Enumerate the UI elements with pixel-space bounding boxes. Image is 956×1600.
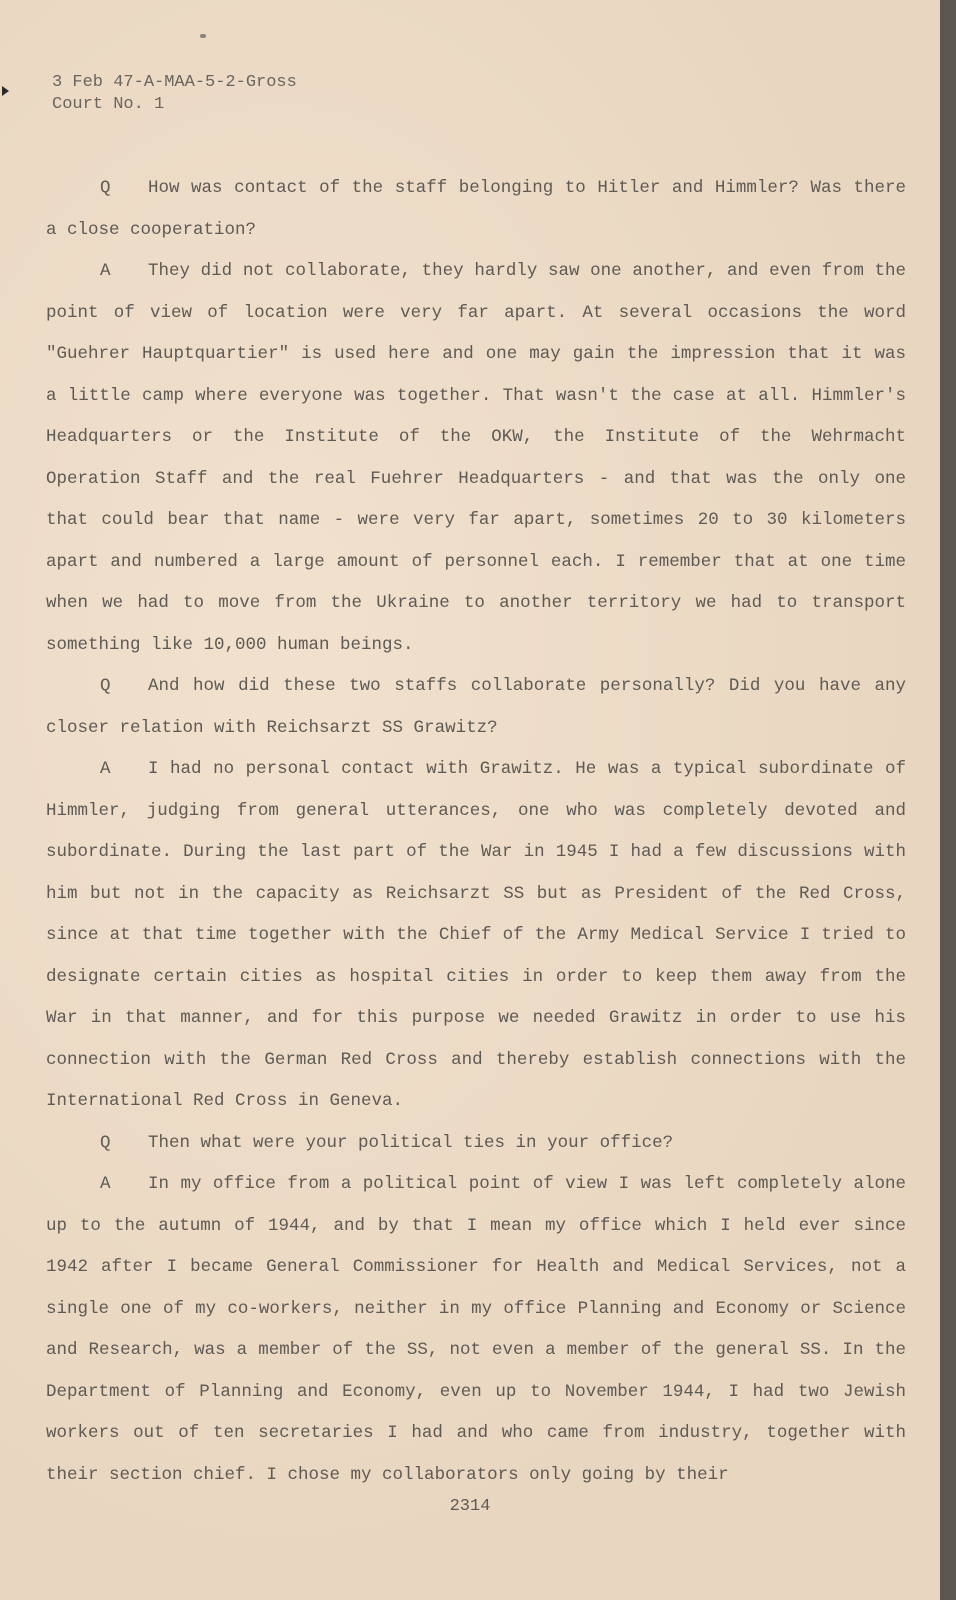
speaker-marker: Q [100,1132,111,1153]
speaker-marker: Q [100,676,111,696]
paragraph-text: Then what were your political ties in your office? [148,1132,674,1153]
page-number: 2314 [449,1497,491,1516]
speaker-marker: A [100,261,111,281]
paragraph-text: In my office from a political point of view I was left completely alone up to the autumn of 1944, and by that I mean my office which I held ever since 1942 after I became General Commissioner for Health and Medical Services, not a single one of my co-workers, neither in my office Planning and Economy or Science and Research, was a member of the SS, not even a member of the general SS. In the Department of Planning and Economy, even up to November 1944, I had two Jewish workers out of ten secretaries I had and who came from industry, together with their section chief. I chose my collaborators only going by their [46,1174,906,1485]
transcript-paragraph [46,168,906,251]
paragraph-text: I had no personal contact with Grawitz. He was a typical subordinate of Himmler, judging from general utterances, one who was completely devoted and subordinate. During the last part of the War in 1945 I had a few discussions with him but not in the capacity as Reichsarzt SS but as President of the Red Cross, since at that time together with the Chief of the Army Medical Service I tried to designate certain cities as hospital cities in order to keep them away from the War in that manner, and for this purpose we needed Grawitz in order to use his connection with the German Red Cross and thereby establish connections with the International Red Cross in Geneva. [46,759,906,1111]
transcript-paragraph [46,666,906,749]
header-court: Court No. 1 [52,95,165,114]
punch-mark [200,34,206,38]
header-reference: 3 Feb 47-A-MAA-5-2-Gross [52,73,297,92]
paragraph-text: And how did these two staffs collaborate personally? Did you have any closer relation with Reichsarzt SS Grawitz? [46,676,906,738]
paragraph-text: How was contact of the staff belonging to Hitler and Himmler? Was there a close cooperation? [46,178,906,240]
paragraph-text: They did not collaborate, they hardly saw one another, and even from the point of view of location were very far apart. At several occasions the word "Guehrer Hauptquartier" is used here and one may gain the impression that it was a little camp where everyone was together. That wasn't the case at all. Himmler's Headquarters or the Institute of the OKW, the Institute of the Wehrmacht Operation Staff and the real Fuehrer Headquarters - and that was the only one that could bear that name - were very far apart, sometimes 20 to 30 kilometers apart and numbered a large amount of personnel each. I remember that at one time when we had to move from the Ukraine to another territory we had to transport something like 10,000 human beings. [46,261,906,655]
transcript-paragraph [46,749,906,1123]
speaker-marker: A [100,759,111,779]
transcript-paragraph [46,251,906,666]
transcript-paragraph [46,1123,906,1165]
speaker-marker: A [100,1174,111,1194]
document-header [52,72,297,116]
scan-edge [940,0,956,1600]
margin-mark [2,86,9,96]
transcript-paragraph [46,1164,906,1496]
transcript-body [46,168,906,1496]
speaker-marker: Q [100,178,111,198]
